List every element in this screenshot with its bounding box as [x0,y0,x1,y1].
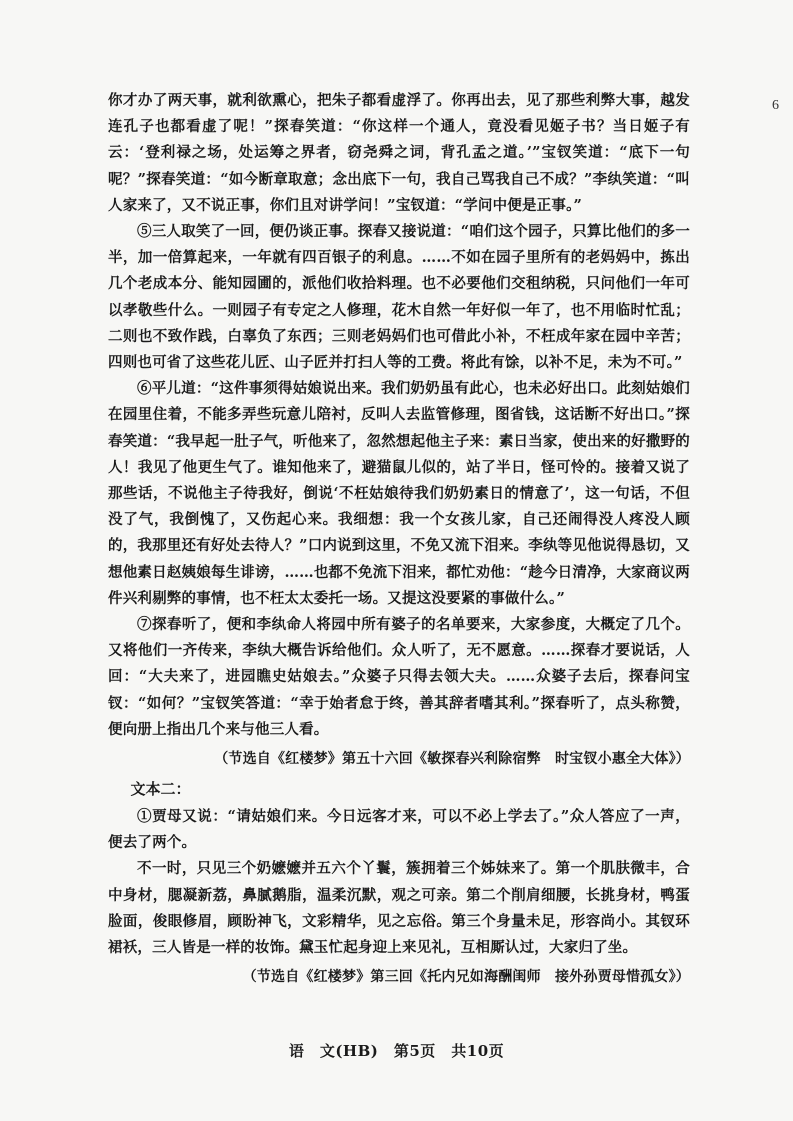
paragraph-continuation: 你才办了两天事，就利欲熏心，把朱子都看虚浮了。你再出去，见了那些利弊大事，越发连孔子也都看虚了呢！”探春笑道：“你这样一个通人，竟没看见姬子书？当日姬子有云：‘登利禄之场，处运筹之界者，窃尧舜之词，背孔孟之道。’”宝钗笑道：“底下一句呢？”探春笑道：“如今断章取意；念出底下一句，我自己骂我自己不成？”李纨笑道：“叫人家来了，又不说正事，你们且对讲学问！”宝钗道：“学问中便是正事。” [108,92,690,214]
source-citation-one: （节选自《红楼梦》第五十六回《敏探春兴利除宿弊 时宝钗小惠全大体》） [214,751,690,768]
passage-content [108,88,690,993]
text-two-heading: 文本二： [130,780,191,799]
page-footer: 语 文(HB) 第5页 共10页 [288,1042,505,1060]
paragraph-text-two-1: ①贾母又说：“请姑娘们来。今日远客才来，可以不必上学去了。”众人答应了一声，便去了两个。 [108,808,690,852]
paragraph-7: ⑦探春听了，便和李纨命人将园中所有婆子的名单要来，大家参度，大概定了几个。又将他们一齐传来，李纨大概告诉给他们。众人听了，无不愿意。……探春才要说话，人回：“大夫来了，进园瞧史姑娘去。”众婆子只得去领大夫。……众婆子去后，探春问宝钗：“如何？”宝钗笑答道：“幸于始者怠于终，善其辞者嗜其利。”探春听了，点头称赞，便向册上指出几个来与他三人看。 [108,616,690,738]
paragraph-5: ⑤三人取笑了一回，便仍谈正事。探春又接说道：“咱们这个园子，只算比他们的多一半，加一倍算起来，一年就有四百银子的利息。……不如在园子里所有的老妈妈中，拣出几个老成本分、能知园圃的，派他们收拾料理。也不必要他们交租纳税，只问他们一年可以孝敬些什么。一则园子有专定之人修理，花木自然一年好似一年了，也不用临时忙乱；二则也不致作践，白辜负了东西；三则老妈妈们也可借此小补，不枉成年家在园中辛苦；四则也可省了这些花儿匠、山子匠并打扫人等的工费。将此有馀，以补不足，未为不可。” [108,223,690,372]
side-page-number: 6 [772,98,779,113]
paragraph-text-two-2: 不一时，只见三个奶嬷嬷并五六个丫鬟，簇拥着三个姊妹来了。第一个肌肤微丰，合中身材，腮凝新荔，鼻腻鹅脂，温柔沉默，观之可亲。第二个削肩细腰，长挑身材，鸭蛋脸面，俊眼修眉，顾盼神飞，文彩精华，见之忘俗。第三个身量未足，形容尚小。其钗环裙袄，三人皆是一样的妆饰。黛玉忙起身迎上来见礼，互相厮认过，大家归了坐。 [108,860,690,957]
source-citation-two: （节选自《红楼梦》第三回《托内兄如海酬闺师 接外孙贾母惜孤女》） [242,969,690,986]
paragraph-6: ⑥平儿道：“这件事须得姑娘说出来。我们奶奶虽有此心，也未必好出口。此刻姑娘们在园里住着，不能多弄些玩意儿陪衬，反叫人去监管修理，图省钱，这话断不好出口。”探春笑道：“我早起一肚子气，听他来了，忽然想起他主子来：素日当家，使出来的好撒野的人！我见了他更生气了。谁知他来了，避猫鼠儿似的，站了半日，怪可怜的。接着又说了那些话，不说他主子待我好，倒说‘不枉姑娘待我们奶奶素日的情意了’，这一句话，不但没了气，我倒愧了，又伤起心来。我细想：我一个女孩儿家，自己还闹得没人疼没人顾的，我那里还有好处去待人？”口内说到这里，不免又流下泪来。李纨等见他说得恳切，又想他素日赵姨娘每生诽谤，……也都不免流下泪来，都忙劝他：“趁今日清净，大家商议两件兴利剔弊的事情，也不枉太太委托一场。又提这没要紧的事做什么。” [108,380,690,607]
